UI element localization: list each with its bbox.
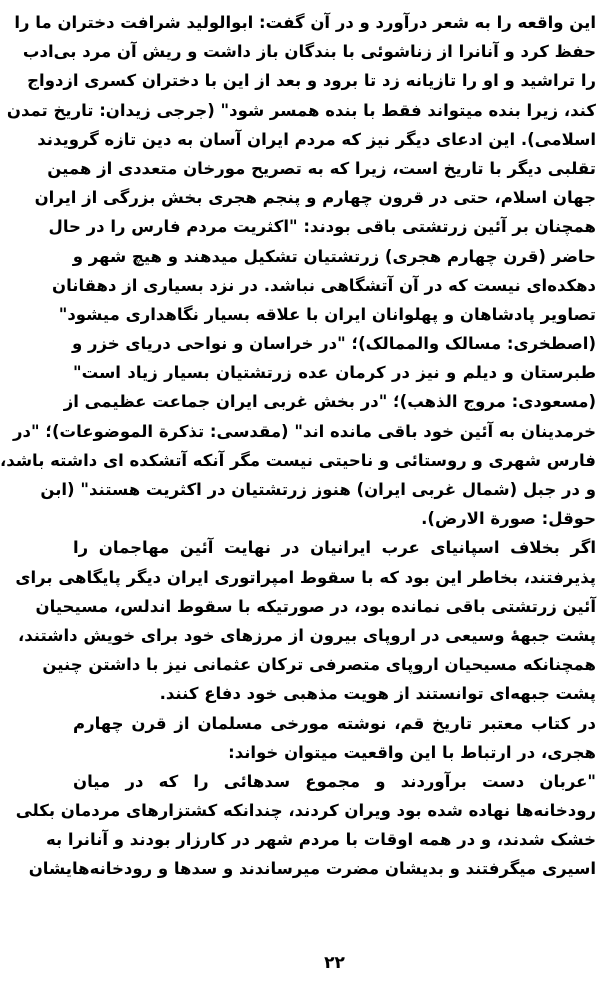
text-line: "عربان دست برآوردند و مجموع سدهائی را که در میان — [73, 771, 596, 791]
text-line: حوقل: صورة الارض). — [421, 509, 596, 529]
text-line: طبرستان و دیلم و نیز در کرمان عده زرتشتیان بسیار زیاد است" — [73, 363, 596, 383]
text-line: اگر بخلاف اسپانیای عرب ایرانیان در نهایت آئین مهاجمان را — [73, 538, 596, 558]
text-line: رودخانه‌ها نهاده شده بود ویران کردند، چندانکه کشتزارهای مردمان بکلی — [15, 801, 596, 821]
page-number: ۲۲ — [324, 953, 345, 973]
text-line: پذیرفتند، بخاطر این بود که با سقوط امپراتوری ایران دیگر پایگاهی برای — [15, 567, 596, 587]
text-line: آئین زرتشتی باقی نمانده بود، در صورتیکه با سقوط اندلس، مسیحیان — [35, 596, 596, 616]
text-line: همچنانکه مسیحیان اروپای متصرفی ترکان عثمانی نیز با داشتن چنین — [42, 655, 596, 675]
text-line: خرمدینان به آئین خود باقی مانده اند" (مقدسی: تذکرة الموضوعات)؛ "در — [13, 421, 596, 441]
text-line: را تراشید و او را تازیانه زد تا برود و بعد از این با دختران کسری ازدواج — [27, 71, 596, 91]
text-line: همچنان بر آئین زرتشتی باقی بودند: "اکثریت مردم فارس را در حال — [48, 217, 596, 237]
text-line: اسیری میگرفتند و بدیشان مضرت میرساندند و سدها و رودخانه‌هایشان — [28, 859, 596, 879]
text-line: پشت جبهه‌ای توانستند از هویت مذهبی خود دفاع کنند. — [159, 684, 596, 704]
body-text — [0, 8, 596, 884]
text-line: فارس شهری و روستائی و ناحیتی نیست مگر آنکه آتشکده ای داشته باشد، — [0, 450, 596, 470]
text-line: کند، زیرا بنده میتواند فقط با بنده همسر شود" (جرجی زیدان: تاریخ تمدن — [6, 100, 596, 120]
text-line: (مسعودی: مروج الذهب)؛ "در بخش غربی ایران جماعت عظیمی از — [63, 392, 596, 412]
text-line: و در جبل (شمال غربی ایران) هنوز زرتشتیان در اکثریت هستند" (ابن — [40, 480, 596, 499]
text-line: تقلبی دیگر با تاریخ است، زیرا که به تصریح مورخان متعددی از همین — [47, 158, 596, 178]
text-line: حفظ کرد و آنانرا از زناشوئی با بندگان باز داشت و ریش آن مرد بی‌ادب — [22, 42, 596, 62]
text-line: در کتاب معتبر تاریخ قم، نوشته مورخی مسلمان از قرن چهارم — [73, 713, 596, 733]
text-line: تصاویر پادشاهان و پهلوانان ایران با علاقه بسیار نگاهداری میشود" — [58, 304, 596, 324]
text-line: پشت جبهۀ وسیعی در اروپای بیرون از مرزهای خود برای خویش داشتند، — [17, 625, 596, 645]
text-line: هجری، در ارتباط با این واقعیت میتوان خواند: — [228, 742, 596, 762]
text-line: جهان اسلام، حتی در قرون چهارم و پنجم هجری بخش بزرگی از ایران — [34, 188, 596, 208]
text-line: خشک شدند، و در همه اوقات با مردم شهر در کارزار بودند و آنانرا به — [45, 830, 596, 850]
text-line: دهکده‌ای نیست که در آن آتشگاهی نباشد. در نزد بسیاری از دهقانان — [52, 275, 596, 295]
text-line: (اصطخری: مسالک والممالک)؛ "در خراسان و نواحی دریای خزر و — [71, 334, 596, 354]
text-line: این واقعه را به شعر درآورد و در آن گفت: ابوالولید شرافت دختران ما را — [14, 13, 596, 32]
text-line: حاضر (قرن چهارم هجری) زرتشتیان تشکیل میدهند و هیچ شهر و — [72, 246, 596, 266]
text-line: اسلامی). این ادعای دیگر نیز که مردم ایران آسان به دین تازه گرویدند — [37, 129, 596, 149]
